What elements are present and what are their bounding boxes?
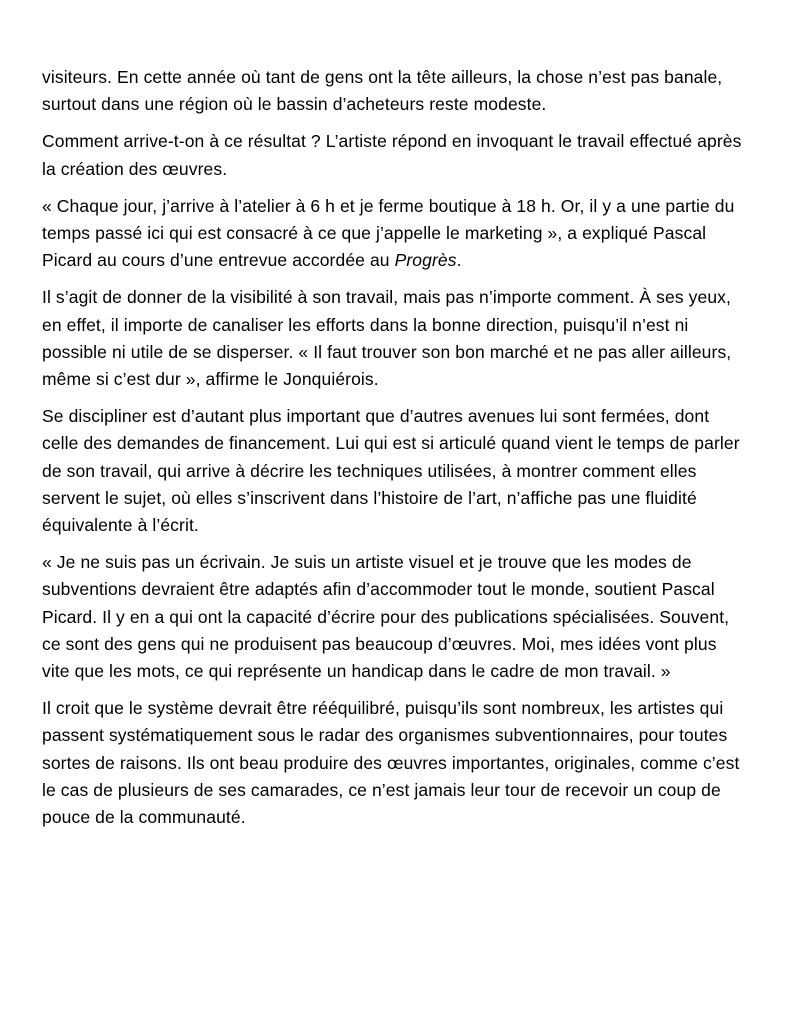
paragraph-7: Il croit que le système devrait être rééquilibré, puisqu’ils sont nombreux, les artistes qui passent systématiquement sous le radar des organismes subventionnaires, pour toutes sortes de raisons. Ils ont beau produire des œuvres importantes, originales, comme c’est le cas de plusieurs de ses camarades, ce n’est jamais leur tour de recevoir un coup de pouce de la communauté. (42, 698, 740, 828)
paragraph-2: Comment arrive-t-on à ce résultat ? L’artiste répond en invoquant le travail effectué après la création des œuvres. (42, 131, 742, 179)
article-body (42, 64, 747, 831)
paragraph-5: Se discipliner est d’autant plus important que d’autres avenues lui sont fermées, dont celle des demandes de financement. Lui qui est si articulé quand vient le temps de parler de son travail, qui arrive à décrire les techniques utilisées, à montrer comment elles servent le sujet, où elles s’inscrivent dans l’histoire de l’art, n’affiche pas une fluidité équivalente à l’écrit. (42, 406, 740, 536)
paragraph-3-text-after: . (456, 250, 462, 271)
publication-name-italic: Progrès (394, 250, 457, 271)
paragraph-4: Il s’agit de donner de la visibilité à son travail, mais pas n’importe comment. À ses yeux, en effet, il importe de canaliser les efforts dans la bonne direction, puisqu’il n’est ni possible ni utile de se disperser. « Il faut trouver son bon marché et ne pas aller ailleurs, même si c’est dur », affirme le Jonquiérois. (42, 287, 732, 390)
paragraph-1: visiteurs. En cette année où tant de gens ont la tête ailleurs, la chose n’est pas banale, surtout dans une région où le bassin d’acheteurs reste modeste. (42, 67, 723, 115)
paragraph-3-text-before: « Chaque jour, j’arrive à l’atelier à 6 h et je ferme boutique à 18 h. Or, il y a une partie du temps passé ici qui est consacré à ce que j’appelle le marketing », a expliqué Pascal Picard au cours d’une entrevue accordée au (42, 195, 735, 271)
paragraph-3 (42, 193, 747, 275)
paragraph-6: « Je ne suis pas un écrivain. Je suis un artiste visuel et je trouve que les modes de subventions devraient être adaptés afin d’accommoder tout le monde, soutient Pascal Picard. Il y en a qui ont la capacité d’écrire pour des publications spécialisées. Souvent, ce sont des gens qui ne produisent pas beaucoup d’œuvres. Moi, mes idées vont plus vite que les mots, ce qui représente un handicap dans le cadre de mon travail. » (42, 552, 730, 682)
